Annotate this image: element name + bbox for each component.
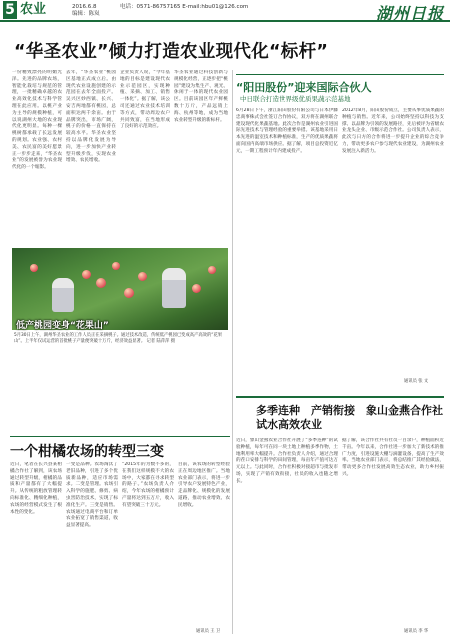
divider [10,436,230,437]
main-article-col1: 一份精致漂亮的明媚光泽。先进的品牌农场，智能化栽培与规范的管理，一批精确卓越的农业高效化技术与科学管理在此应用。以桃产业为主导的规模种植，可以说湖州大地的农业现代化更明显。每种一棵桃树都承载了长远发展的规划。农业强、农村美、农民富的美好愿景正一步步走来，“华圣农业”的发展被誉为农业现代化的一个缩影。 [12,70,62,171]
article2-col1: 近日，笔者在长兴县某柑橘合作社了解到，该农场通过转型升级，柑橘的品质和产量都有了大幅提升。从传统的粗放管理转向标准化、精细化种植，农场的经营模式发生了根本性的变化。 [10,462,62,515]
photo-headline: 低产桃园变身“花果山” [16,321,109,331]
divider [236,74,444,75]
right-article1-author: 通讯员 张 文 [404,379,429,384]
main-article-col2: 去年，“华圣农业”桃园区基地正式成立后。由现代农业设施创建的示范园在去年全面投产。吴兴区妙西镇、长兴、安吉两地都有桃园，总面积达两千余亩。由于品牌突出，市场广阔，桃子的价格一直保持在较高水平。华圣农业坚持以品牌化发展为导向，进一步加快产业转型升级步伐，实现农业增效、农民增收。 [66,70,116,164]
article2-col2: 一变是品种。农场淘汰了老旧品种，引进了多个优质新品种，适应市场需求。二变是管理。农场引入科学的施肥、修剪、病虫害防治技术，实现了标准化生产。三变是销售。农场通过电商平台和订单农业拓宽了销售渠道，收益显著提高。 [66,462,118,529]
right-article1-subtitle: 中日联合打造世界级优质果蔬示范基地 [240,95,351,103]
article2-col4: 目前，该农场的转型经验正在周边地区推广。当地农业部门表示，将进一步引导农户发展特色产业，走品牌化、规模化的发展道路，推动农业增效、农民增收。 [178,462,230,508]
right-article1-headline: “阳田股份”迎来国际合伙人 [236,81,372,94]
peach [30,264,38,272]
peach [82,270,91,279]
section-name: 农业 [20,2,47,17]
issue-date: 2016.6.8 编辑：陈岚 [72,4,100,17]
photo-caption: 5月30日上午，湖州华圣农业的工作人员正在采摘桃子。通过技术改造，传统低产桃园已变成高产高效的“花果山”。上半年仅试运营的首批桃子产量便突破十万斤，经济效益显著。 记者 陆萍萍 摄 [14,333,223,344]
article2-headline: 一个柑橘农场的转型三变 [10,444,164,460]
peach [96,278,106,288]
right-article2-headline: 多季连种 产销衔接 象山金燕合作社试水高效农业 [256,404,443,431]
main-headline: “华圣农业”倾力打造农业现代化“标杆” [14,42,329,62]
worker-figure [52,278,74,312]
right-article2-author: 通讯员 李 华 [404,629,429,634]
column-separator [232,70,233,634]
right-article2-col2: 据了解，该合作社共有社员一百余户，种植面积近千亩。今年以来，合作社进一步加大了新技术的推广力度，引进设施大棚与滴灌设备，提高了生产效率。当地农业部门表示，将总结推广其经验做法，带动更多合作社发展高效生态农业，助力乡村振兴。 [342,438,444,477]
main-article-col3: 企业负责人说，“今年基地的目标是建设现代农业示范园区，实现种植、采摘、加工、销售一体化”。据了解，该公司还通过农业技术培训等方式，带动周边农户共同致富，在当地形成了良好的示范效应。 [120,70,170,130]
peach [192,284,201,293]
peach [112,262,120,270]
page-number: 5 [3,1,17,19]
main-article-col4: 华圣农业通过科技创新与规模化经营，正逐步把“桃园”建设为集生产、观光、休闲于一体的现代农业园区。目前该园区年产鲜桃数十万斤，产品远销上海、杭州等地，成为当地农业转型升级的新标杆。 [174,70,228,123]
divider [236,396,444,398]
peach [138,272,147,281]
masthead-logo: 湖州日报 [375,4,444,23]
article2-col3: “2015年的为数不多的，在我们这样规模不大的农场中，大家都在寻求转型的路子。”农场负责人介绍，今年农场的柑橘预计产量将达到五万斤，收入有望突破三十万元。 [122,462,174,508]
right-article1-col2: 2012年8月，阳田股份成立，主要从事优质果蔬的种植与销售。近年来，公司始终坚持以科技为支撑、以品牌为引领的发展路径，先后被评为省级农业龙头企业、市级示范合作社。公司负责人表示，此次与日方的合作将进一步提升企业的综合竞争力，带动更多农户参与现代农业建设，为湖州农业发展注入新活力。 [342,108,444,154]
right-article1-col1: 6月28日下午，浙江阳田股份有限公司与日本伊藤忠商事株式会社签订合作协议，双方将在湖州联合建设现代化果蔬基地。此次合作是湖州农业引进国际先进技术与管理经验的重要举措。该基地采用日本先进的温室技术和种植标准，生产的优质果蔬将面向国内高端市场供应。据了解，项目总投资近亿元，一期工程预计年内建成投产。 [236,108,338,154]
peach [208,266,216,274]
peach [124,288,134,298]
right-article2-col1: 近日，象山金燕农业合作社开展了“多季连种”的试验种植，每年可在同一块土地上种植多季作物，土地利用率大幅提升。合作社负责人介绍，通过合理的茬口安排与科学的田间管理，每亩年产值可达万元以上。与此同时，合作社积极对接超市与批发市场，实现了产销有效衔接，社员的收入也随之增长。 [236,438,338,484]
article2-author: 通讯员 王 卫 [196,629,221,634]
worker-figure [162,268,186,308]
contact-info: 电话：0571-86757165 E-mail:hbu01@126.com [120,4,249,10]
